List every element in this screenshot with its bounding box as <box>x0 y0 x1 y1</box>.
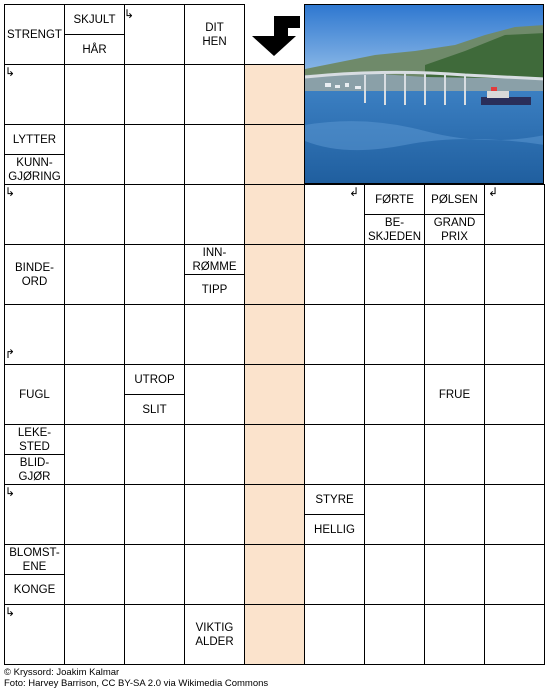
answer-cell[interactable] <box>304 364 365 425</box>
answer-cell[interactable] <box>124 544 185 605</box>
clue-c10: GRAND PRIX <box>424 214 485 245</box>
clue-c2: SKJULT <box>64 4 125 35</box>
clue-c21: HELLIG <box>304 514 365 545</box>
answer-cell[interactable] <box>64 184 125 245</box>
credit-photo: Foto: Harvey Barrison, CC BY-SA 2.0 via Wikimedia Commons <box>4 678 269 689</box>
answer-cell[interactable] <box>424 604 485 665</box>
answer-cell[interactable] <box>484 424 545 485</box>
clue-c8: PØLSEN <box>424 184 485 215</box>
answer-cell[interactable] <box>184 544 245 605</box>
clue-c17: FRUE <box>424 364 485 425</box>
answer-cell[interactable] <box>364 424 425 485</box>
credit-crossword: © Kryssord: Joakim Kalmar <box>4 667 120 678</box>
arrow-right-down-icon: ↳ <box>5 185 16 199</box>
answer-cell[interactable] <box>364 544 425 605</box>
answer-cell[interactable] <box>244 244 305 305</box>
clue-c19: BLID- GJØR <box>4 454 65 485</box>
answer-cell[interactable] <box>124 424 185 485</box>
clue-c5: LYTTER <box>4 124 65 155</box>
arrow-left-down-icon: ↲ <box>349 185 360 199</box>
clue-c22: BLOMST- ENE <box>4 544 65 575</box>
arrow-right-down-icon: ↳ <box>5 65 16 79</box>
answer-cell[interactable] <box>64 64 125 125</box>
arrow-left-down-icon: ↲ <box>488 185 499 199</box>
clue-c3: HÅR <box>64 34 125 65</box>
answer-cell[interactable] <box>304 424 365 485</box>
answer-cell[interactable] <box>124 484 185 545</box>
answer-cell[interactable] <box>64 364 125 425</box>
answer-cell[interactable] <box>304 604 365 665</box>
answer-cell[interactable] <box>64 424 125 485</box>
answer-cell[interactable] <box>184 184 245 245</box>
answer-cell[interactable] <box>244 424 305 485</box>
answer-cell[interactable] <box>364 244 425 305</box>
clue-c20: STYRE <box>304 484 365 515</box>
clue-c24: VIKTIG ALDER <box>184 604 245 665</box>
answer-cell[interactable] <box>244 184 305 245</box>
clue-c11: BINDE- ORD <box>4 244 65 305</box>
answer-cell[interactable] <box>364 484 425 545</box>
answer-cell[interactable] <box>304 244 365 305</box>
arrow-right-down-icon: ↳ <box>5 605 16 619</box>
arrow-up-right-icon: ↱ <box>5 347 16 361</box>
answer-cell[interactable] <box>124 124 185 185</box>
answer-cell[interactable] <box>64 604 125 665</box>
answer-cell[interactable] <box>424 544 485 605</box>
answer-cell[interactable] <box>424 244 485 305</box>
answer-cell[interactable] <box>364 604 425 665</box>
credits <box>4 667 268 689</box>
answer-cell[interactable] <box>64 544 125 605</box>
clue-c23: KONGE <box>4 574 65 605</box>
answer-cell[interactable] <box>124 64 185 125</box>
answer-cell[interactable] <box>304 544 365 605</box>
answer-cell[interactable] <box>364 304 425 365</box>
answer-cell[interactable] <box>484 484 545 545</box>
answer-cell[interactable] <box>124 304 185 365</box>
answer-cell[interactable] <box>244 604 305 665</box>
answer-cell[interactable] <box>184 64 245 125</box>
clue-c15: UTROP <box>124 364 185 395</box>
answer-cell[interactable] <box>184 424 245 485</box>
clue-c14: FUGL <box>4 364 65 425</box>
clue-c16: SLIT <box>124 394 185 425</box>
answer-cell[interactable] <box>244 544 305 605</box>
answer-cell[interactable] <box>244 64 305 125</box>
answer-cell[interactable] <box>244 304 305 365</box>
answer-cell[interactable] <box>484 604 545 665</box>
answer-cell[interactable] <box>124 184 185 245</box>
clue-c4: DIT HEN <box>184 4 245 65</box>
answer-cell[interactable] <box>484 364 545 425</box>
photo-bridge-fjord <box>304 4 544 184</box>
clue-c6: KUNN- GJØRING <box>4 154 65 185</box>
clue-c7: FØRTE <box>364 184 425 215</box>
answer-cell[interactable] <box>484 244 545 305</box>
answer-cell[interactable] <box>64 304 125 365</box>
answer-cell[interactable] <box>244 484 305 545</box>
clue-c12: INN- RØMME <box>184 244 245 275</box>
answer-cell[interactable] <box>184 124 245 185</box>
answer-cell[interactable] <box>484 304 545 365</box>
clue-c18: LEKE- STED <box>4 424 65 455</box>
clue-c13: TIPP <box>184 274 245 305</box>
answer-cell[interactable] <box>244 124 305 185</box>
answer-cell[interactable] <box>424 304 485 365</box>
answer-cell[interactable] <box>64 484 125 545</box>
clue-c9: BE- SKJEDEN <box>364 214 425 245</box>
answer-cell[interactable] <box>184 364 245 425</box>
answer-cell[interactable] <box>364 364 425 425</box>
photo-image <box>305 5 544 184</box>
arrow-right-down-icon: ↳ <box>124 7 135 21</box>
arrow-right-down-icon: ↳ <box>5 485 16 499</box>
answer-cell[interactable] <box>64 124 125 185</box>
answer-cell[interactable] <box>424 424 485 485</box>
answer-cell[interactable] <box>124 604 185 665</box>
answer-cell[interactable] <box>184 484 245 545</box>
answer-cell[interactable] <box>304 304 365 365</box>
arrow-down-left-icon <box>248 10 304 58</box>
answer-cell[interactable] <box>184 304 245 365</box>
answer-cell[interactable] <box>484 544 545 605</box>
answer-cell[interactable] <box>424 484 485 545</box>
answer-cell[interactable] <box>64 244 125 305</box>
answer-cell[interactable] <box>124 244 185 305</box>
answer-cell[interactable] <box>244 364 305 425</box>
clue-c1: STRENGT <box>4 4 65 65</box>
